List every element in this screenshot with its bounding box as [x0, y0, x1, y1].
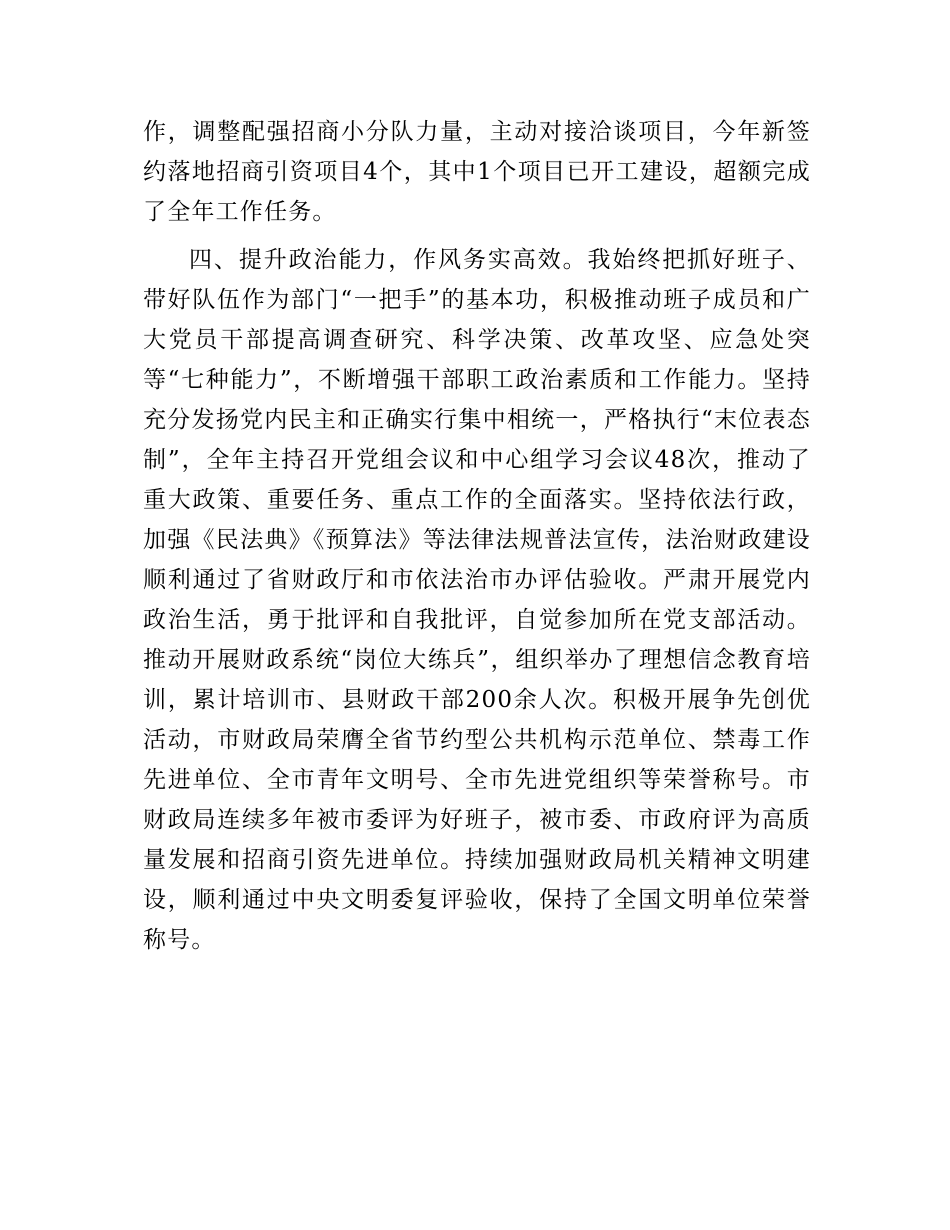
document-body [143, 112, 811, 968]
paragraph-section-four: 四、提升政治能力，作风务实高效。我始终把抓好班子、带好队伍作为部门“一把手”的基本功，积极推动班子成员和广大党员干部提高调查研究、科学决策、改革攻坚、应急处突等“七种能力”，不断增强干部职工政治素质和工作能力。坚持充分发扬党内民主和正确实行集中相统一，严格执行“末位表态制”，全年主持召开党组会议和中心组学习会议48次，推动了重大政策、重要任务、重点工作的全面落实。坚持依法行政，加强《民法典》《预算法》等法律法规普法宣传，法治财政建设顺利通过了省财政厅和市依法治市办评估验收。严肃开展党内政治生活，勇于批评和自我批评，自觉参加所在党支部活动。推动开展财政系统“岗位大练兵”，组织举办了理想信念教育培训，累计培训市、县财政干部200余人次。积极开展争先创优活动，市财政局荣膺全省节约型公共机构示范单位、禁毒工作先进单位、全市青年文明号、全市先进党组织等荣誉称号。市财政局连续多年被市委评为好班子，被市委、市政府评为高质量发展和招商引资先进单位。持续加强财政局机关精神文明建设，顺利通过中央文明委复评验收，保持了全国文明单位荣誉称号。 [143, 247, 811, 953]
paragraph-continuation: 作，调整配强招商小分队力量，主动对接洽谈项目，今年新签约落地招商引资项目4个，其中1个项目已开工建设，超额完成了全年工作任务。 [143, 119, 811, 225]
